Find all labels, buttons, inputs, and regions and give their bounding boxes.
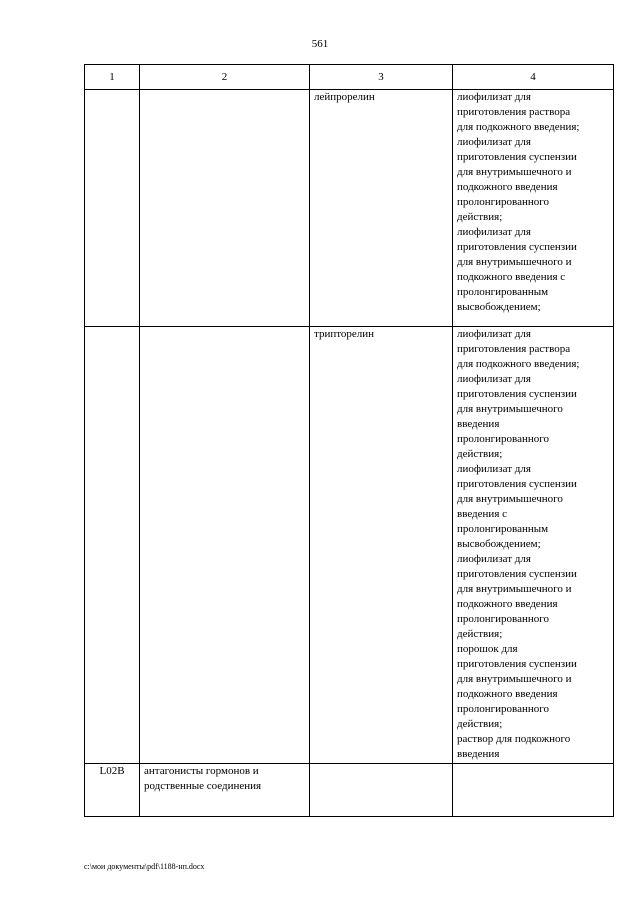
dosage-form-line: для внутримышечного bbox=[457, 403, 563, 415]
dosage-form-line: приготовления суспензии bbox=[457, 151, 577, 163]
dosage-form-line: пролонгированного bbox=[457, 433, 549, 445]
dosage-form-line: лиофилизат для bbox=[457, 553, 531, 565]
dosage-form-line: действия; bbox=[457, 211, 503, 223]
dosage-form-line: приготовления суспензии bbox=[457, 241, 577, 253]
dosage-form-line: действия; bbox=[457, 718, 503, 730]
dosage-form-line: подкожного введения bbox=[457, 181, 558, 193]
drug-name-cell bbox=[310, 764, 453, 817]
group-name-cell bbox=[140, 90, 310, 327]
group-name-cell bbox=[140, 327, 310, 764]
atc-code-cell bbox=[85, 327, 140, 764]
dosage-form-line: лиофилизат для bbox=[457, 226, 531, 238]
dosage-form-line: пролонгированного bbox=[457, 196, 549, 208]
dosage-form-line: лиофилизат для bbox=[457, 91, 531, 103]
drug-table bbox=[84, 64, 614, 817]
dosage-form-line: действия; bbox=[457, 628, 503, 640]
dosage-form-line: приготовления суспензии bbox=[457, 568, 577, 580]
dosage-forms-cell bbox=[453, 764, 614, 817]
dosage-form-line: для внутримышечного и bbox=[457, 673, 572, 685]
table-row bbox=[85, 90, 614, 327]
footer-file-path: c:\мои документы\pdf\1188-нп.docx bbox=[84, 862, 205, 871]
dosage-form-line: для внутримышечного bbox=[457, 493, 563, 505]
dosage-form-line: лиофилизат для bbox=[457, 136, 531, 148]
group-name-line: родственные соединения bbox=[144, 780, 262, 792]
dosage-form-line: действия; bbox=[457, 448, 503, 460]
dosage-form-line: приготовления суспензии bbox=[457, 478, 577, 490]
dosage-form-line: подкожного введения bbox=[457, 688, 558, 700]
dosage-form-line: введения с bbox=[457, 508, 508, 520]
dosage-form-line: подкожного введения bbox=[457, 598, 558, 610]
dosage-form-line: высвобождением; bbox=[457, 301, 541, 313]
dosage-form-line: приготовления раствора bbox=[457, 106, 571, 118]
dosage-form-line: для внутримышечного и bbox=[457, 256, 572, 268]
table-header-row bbox=[85, 65, 614, 90]
dosage-form-line: для подкожного введения; bbox=[457, 121, 580, 133]
dosage-form-line: лиофилизат для bbox=[457, 373, 531, 385]
dosage-form-line: лиофилизат для bbox=[457, 328, 531, 340]
column-header-4: 4 bbox=[453, 65, 614, 90]
dosage-form-line: пролонгированного bbox=[457, 703, 549, 715]
drug-name-cell: трипторелин bbox=[310, 327, 453, 764]
page-number: 561 bbox=[311, 38, 329, 50]
dosage-form-line: приготовления суспензии bbox=[457, 388, 577, 400]
group-name-line: антагонисты гормонов и bbox=[144, 765, 259, 777]
dosage-forms-cell bbox=[453, 327, 614, 764]
column-header-3: 3 bbox=[310, 65, 453, 90]
dosage-form-line: раствор для подкожного bbox=[457, 733, 571, 745]
dosage-form-line: пролонгированного bbox=[457, 613, 549, 625]
drug-name-cell: лейпрорелин bbox=[310, 90, 453, 327]
group-name-cell bbox=[140, 764, 310, 817]
atc-code-cell: L02B bbox=[85, 764, 140, 817]
atc-code-cell bbox=[85, 90, 140, 327]
dosage-form-line: лиофилизат для bbox=[457, 463, 531, 475]
dosage-form-line: пролонгированным bbox=[457, 523, 549, 535]
dosage-form-line: для внутримышечного и bbox=[457, 583, 572, 595]
table-row bbox=[85, 327, 614, 764]
dosage-form-line: приготовления суспензии bbox=[457, 658, 577, 670]
dosage-form-line: для подкожного введения; bbox=[457, 358, 580, 370]
dosage-form-line: для внутримышечного и bbox=[457, 166, 572, 178]
dosage-form-line: высвобождением; bbox=[457, 538, 541, 550]
dosage-form-line: подкожного введения с bbox=[457, 271, 566, 283]
dosage-form-line: порошок для bbox=[457, 643, 518, 655]
dosage-form-line: приготовления раствора bbox=[457, 343, 571, 355]
dosage-forms-cell bbox=[453, 90, 614, 327]
column-header-2: 2 bbox=[140, 65, 310, 90]
dosage-form-line: введения bbox=[457, 748, 500, 760]
table-row bbox=[85, 764, 614, 817]
dosage-form-line: пролонгированным bbox=[457, 286, 549, 298]
dosage-form-line: введения bbox=[457, 418, 500, 430]
column-header-1: 1 bbox=[85, 65, 140, 90]
